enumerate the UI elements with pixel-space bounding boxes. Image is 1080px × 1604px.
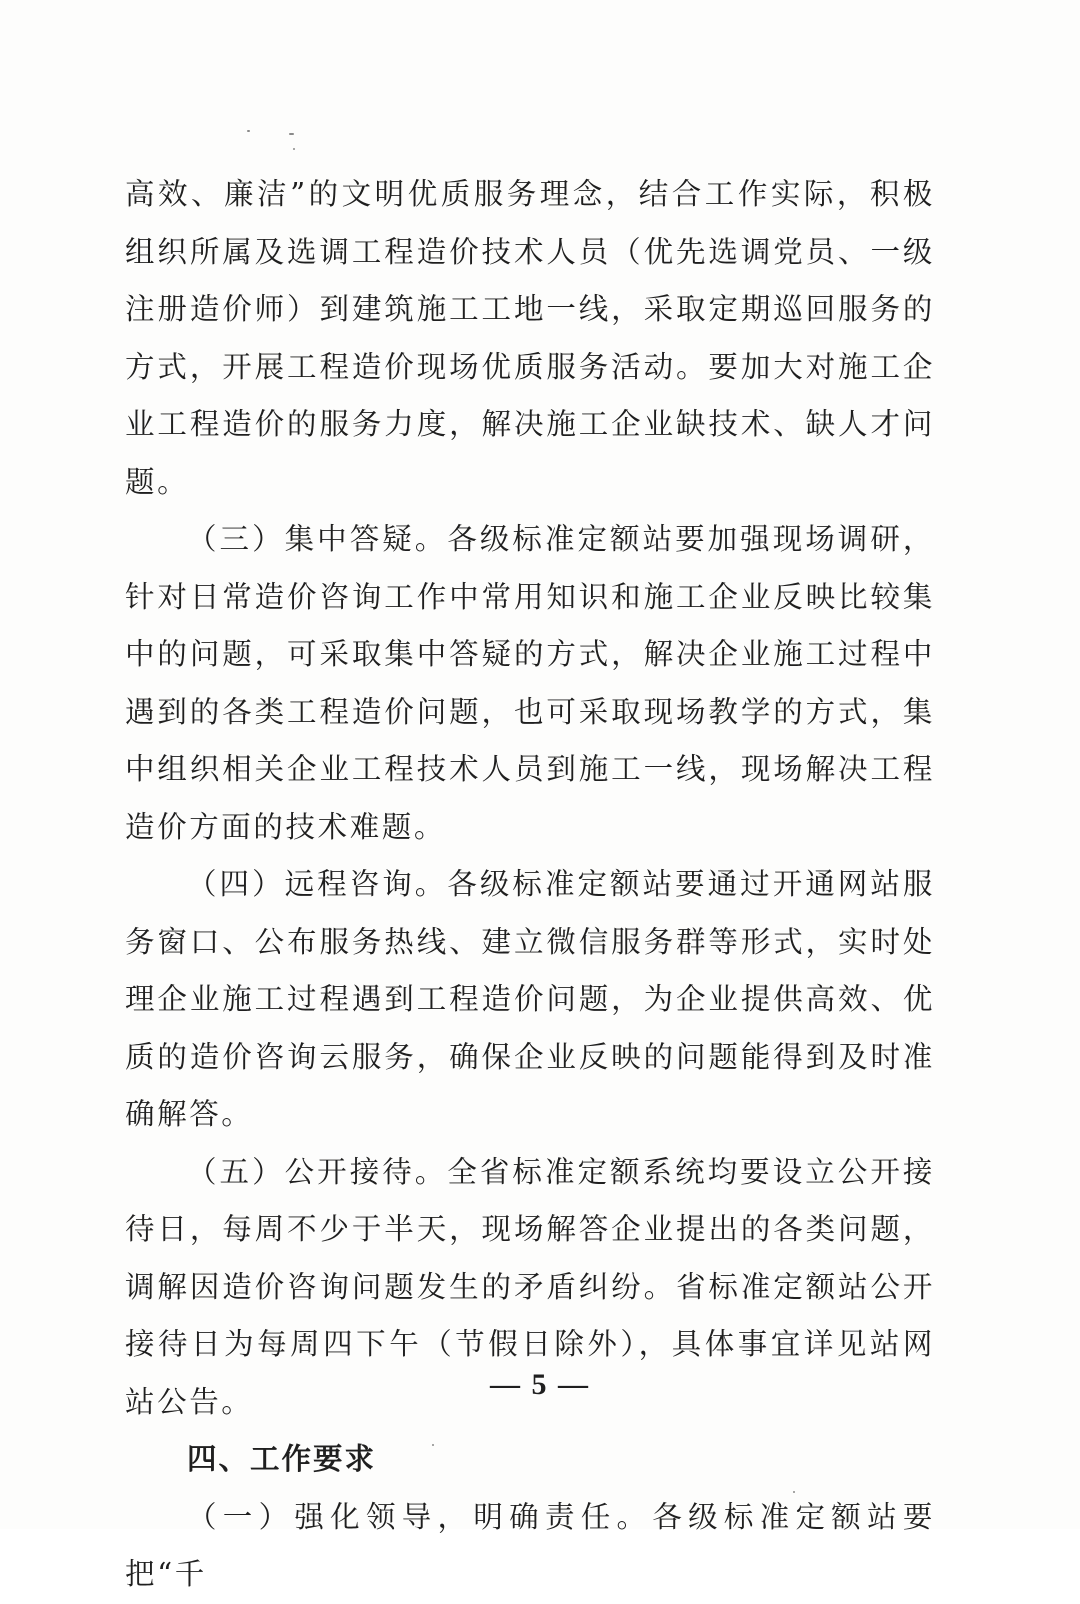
paragraph-continued: 高效、廉洁”的文明优质服务理念，结合工作实际，积极组织所属及选调工程造价技术人员（优先选调党员、一级注册造价师）到建筑施工工地一线，采取定期巡回服务的方式，开展工程造价现场优质服务活动。要加大对施工企业工程造价的服务力度，解决施工企业缺技术、缺人才问题。 (125, 177, 935, 499)
scan-speck (247, 130, 250, 132)
scan-speck (289, 133, 294, 135)
page-number: — 5 — (490, 1368, 590, 1401)
section-heading-work-requirements: 四、工作要求 (187, 1442, 377, 1476)
paragraph-public-reception: （五）公开接待。全省标准定额系统均要设立公开接待日，每周不少于半天，现场解答企业提出的各类问题，调解因造价咨询问题发生的矛盾纠纷。省标准定额站公开接待日为每周四下午（节假日除外），具体事宜详见站网站公告。 (125, 1154, 935, 1419)
paragraph-remote-consulting: （四）远程咨询。各级标准定额站要通过开通网站服务窗口、公布服务热线、建立微信服务群等形式，实时处理企业施工过程遇到工程造价问题，为企业提供高效、优质的造价咨询云服务，确保企业反映的问题能得到及时准确解答。 (125, 867, 935, 1131)
scan-speck (293, 148, 295, 150)
paragraph-centralized-answering: （三）集中答疑。各级标准定额站要加强现场调研，针对日常造价咨询工作中常用知识和施工企业反映比较集中的问题，可采取集中答疑的方式，解决企业施工过程中遇到的各类工程造价问题，也可采取现场教学的方式，集中组织相关企业工程技术人员到施工一线，现场解决工程造价方面的技术难题。 (125, 522, 935, 844)
paragraph-strengthen-leadership: （一）强化领导，明确责任。各级标准定额站要把“千 (125, 1499, 935, 1591)
